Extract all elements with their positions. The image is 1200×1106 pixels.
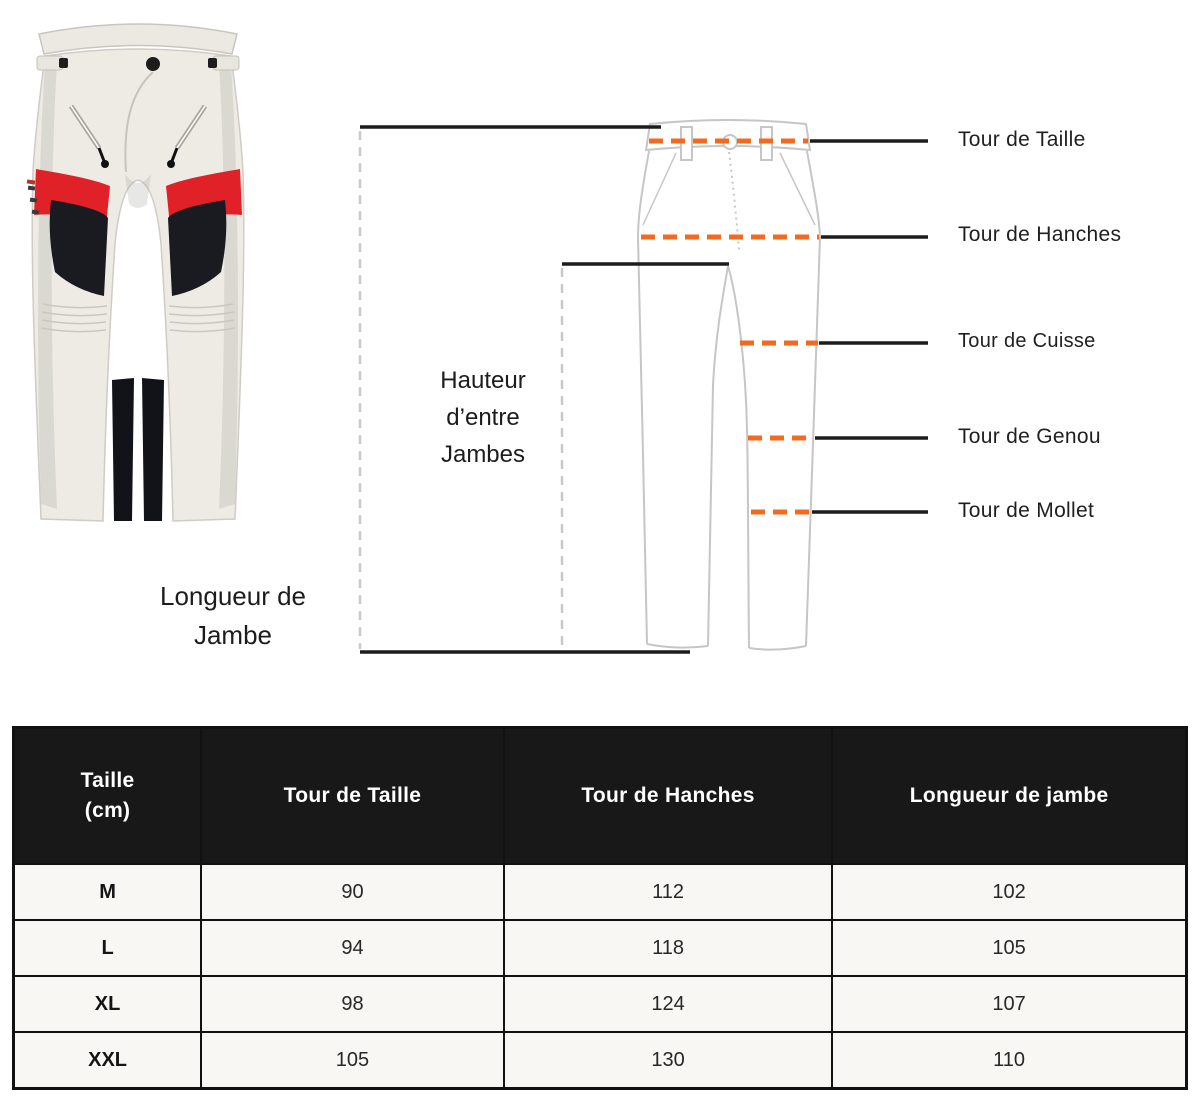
header-waist: Tour de Taille <box>201 728 504 865</box>
waist-value: 98 <box>201 976 504 1032</box>
girth-dashed-lines <box>641 141 819 512</box>
header-hips: Tour de Hanches <box>504 728 832 865</box>
hips-label: Tour de Hanches <box>958 223 1122 246</box>
size-table-header-row <box>14 728 1187 865</box>
inseam-label: Hauteur d’entre Jambes <box>440 367 526 468</box>
hips-value: 124 <box>504 976 832 1032</box>
table-row-xxl <box>14 1032 1187 1089</box>
header-leg-length: Longueur de jambe <box>832 728 1186 865</box>
header-size: Taille (cm) <box>14 728 202 865</box>
leg-length-value: 110 <box>832 1032 1186 1089</box>
size-value: XL <box>14 976 202 1032</box>
waist-value: 105 <box>201 1032 504 1089</box>
hips-value: 112 <box>504 864 832 920</box>
waist-label: Tour de Taille <box>958 128 1086 151</box>
knee-label: Tour de Genou <box>958 425 1101 448</box>
waist-value: 94 <box>201 920 504 976</box>
table-row-xl <box>14 976 1187 1032</box>
pants-sketch <box>638 120 820 650</box>
size-value: M <box>14 864 202 920</box>
table-row-l <box>14 920 1187 976</box>
table-row-m <box>14 864 1187 920</box>
thigh-label: Tour de Cuisse <box>958 330 1096 352</box>
leg-length-value: 102 <box>832 864 1186 920</box>
waist-value: 90 <box>201 864 504 920</box>
size-value: XXL <box>14 1032 202 1089</box>
calf-label: Tour de Mollet <box>958 499 1095 522</box>
leg-length-value: 107 <box>832 976 1186 1032</box>
size-value: L <box>14 920 202 976</box>
hips-value: 118 <box>504 920 832 976</box>
leg-length-label: Longueur de Jambe <box>159 581 307 650</box>
hips-value: 130 <box>504 1032 832 1089</box>
leg-length-value: 105 <box>832 920 1186 976</box>
size-table <box>12 726 1188 1090</box>
